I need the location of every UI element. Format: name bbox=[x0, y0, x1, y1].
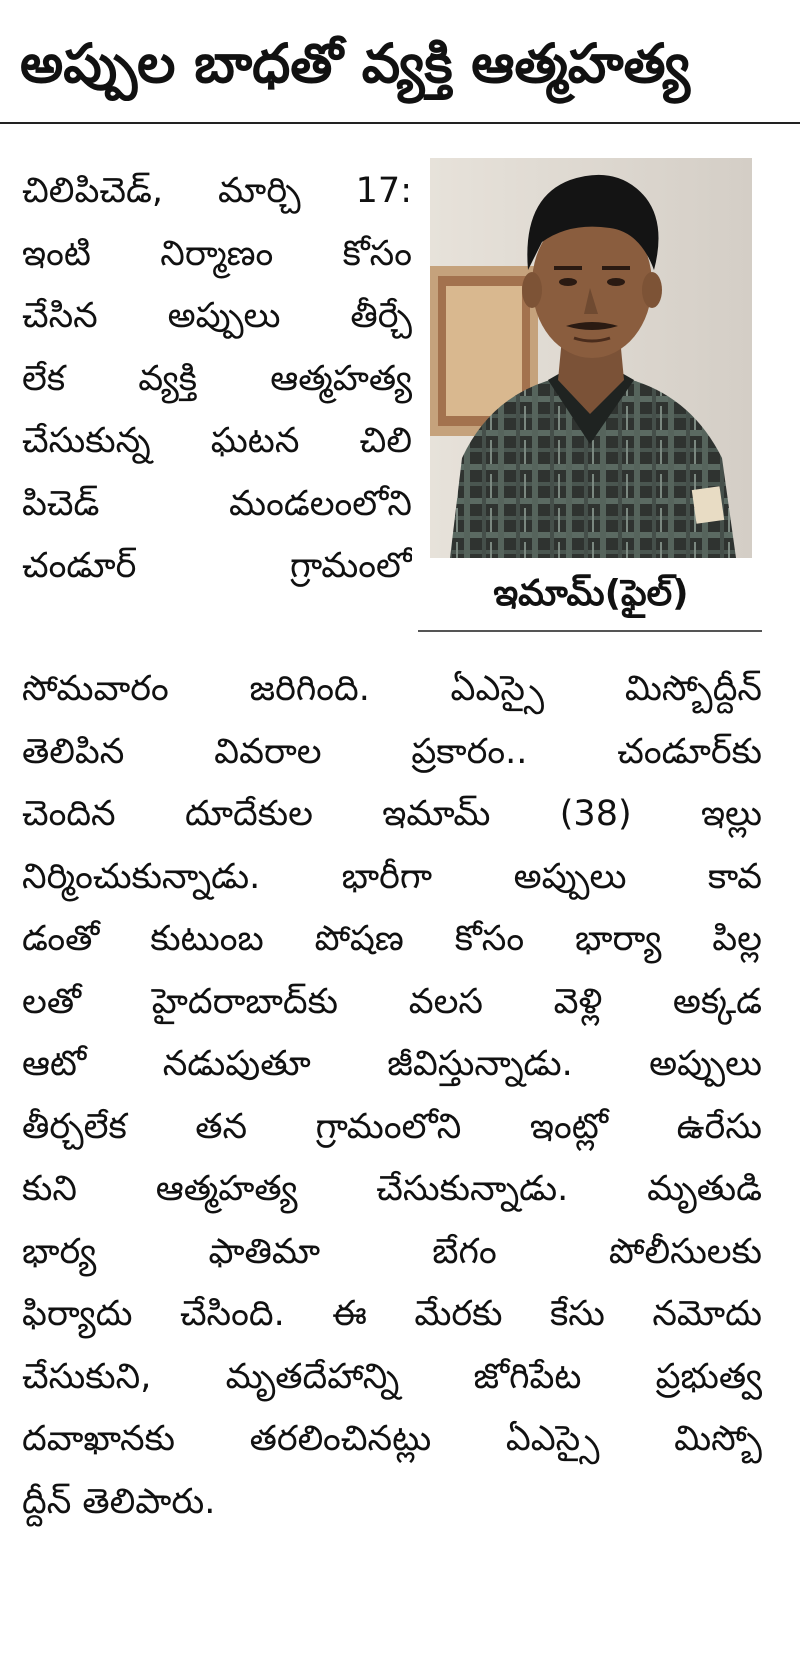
body-line: పిచెడ్ మండలంలోని bbox=[22, 483, 412, 524]
person-portrait-icon bbox=[430, 158, 752, 558]
body-line: చేసిన అప్పులు తీర్చే bbox=[22, 296, 412, 336]
article-body-bottom bbox=[22, 658, 762, 1533]
caption-divider bbox=[418, 630, 762, 632]
body-line: భార్య ఫాతిమా బేగం పోలీసులకు bbox=[22, 1231, 762, 1272]
body-line: ఫిర్యాదు చేసింది. ఈ మేరకు కేసు నమోదు bbox=[22, 1294, 762, 1334]
body-line: చిలిపిచెడ్, మార్చి 17: bbox=[22, 171, 412, 211]
body-line: నిర్మించుకున్నాడు. భారీగా అప్పులు కావ bbox=[22, 856, 762, 897]
person-photo bbox=[430, 158, 752, 558]
body-line: చేసుకుని, మృతదేహాన్ని జోగిపేట ప్రభుత్వ bbox=[22, 1356, 762, 1397]
body-line: లేక వ్యక్తి ఆత్మహత్య bbox=[22, 358, 412, 399]
headline-divider bbox=[0, 122, 800, 124]
body-line: చండూర్ గ్రామంలో bbox=[22, 546, 412, 586]
body-line: దవాఖానకు తరలించినట్లు ఏఎస్సై మిస్బో bbox=[22, 1419, 762, 1459]
body-line: సోమవారం జరిగింది. ఏఎస్సై మిస్బోద్దీన్ bbox=[22, 669, 762, 709]
body-line: చేసుకున్న ఘటన చిలి bbox=[22, 421, 412, 461]
body-line: ద్దీన్ తెలిపారు. bbox=[22, 1481, 216, 1522]
body-line: లతో హైదరాబాద్‌కు వలస వెళ్లి అక్కడ bbox=[22, 981, 762, 1022]
body-line: ఇంటి నిర్మాణం కోసం bbox=[22, 233, 412, 274]
body-line: డంతో కుటుంబ పోషణ కోసం భార్యా పిల్ల bbox=[22, 919, 762, 959]
body-line: చెందిన దూదేకుల ఇమామ్ (38) ఇల్లు bbox=[22, 794, 762, 834]
body-line: ఆటో నడుపుతూ జీవిస్తున్నాడు. అప్పులు bbox=[22, 1044, 762, 1084]
article-body-top bbox=[22, 160, 412, 598]
article-headline: అప్పుల బాధతో వ్యక్తి ఆత్మహత్య bbox=[20, 32, 690, 95]
body-line: కుని ఆత్మహత్య చేసుకున్నాడు. మృతుడి bbox=[22, 1169, 762, 1209]
body-line: తీర్చలేక తన గ్రామంలోని ఇంట్లో ఉరేసు bbox=[22, 1106, 762, 1147]
body-line: తెలిపిన వివరాల ప్రకారం.. చండూర్‌కు bbox=[22, 731, 762, 772]
photo-caption: ఇమామ్(ఫైల్) bbox=[493, 573, 689, 614]
